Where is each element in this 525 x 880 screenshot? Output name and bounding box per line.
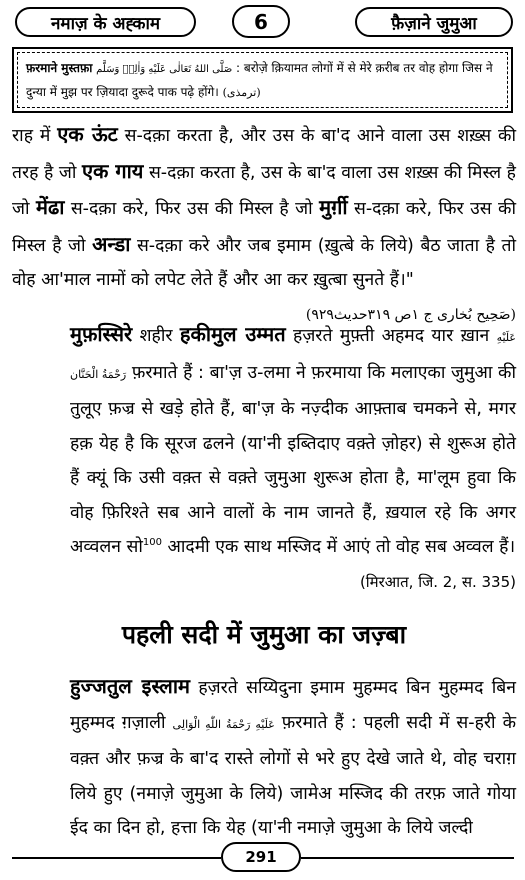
header-book-title: नमाज़ के अह्काम [15,7,196,37]
paragraph-2 [12,317,516,599]
p3-bold-1: हुज्जतुल इस्लाम [70,674,190,698]
footer-rule-left [12,857,221,859]
p3-text-2: फ़रमाते हैं : पहली सदी में स-हरी के वक़्त और फ़ज्र के बा'द रास्ते लोगों से भरे हुए देखे जाते थे, वोह चराग़ लिये हुए (नमाज़े जुमुआ के लिये) जामेअ मस्जिद की तरफ़ जाते गोया ईद का दिन हो, हत्ता कि येह (या'नी नमाज़े जुमुआ के लिये जल्दी [70,712,517,838]
p2-text-4: आदमी एक साथ मस्जिद में आएं तो वोह सब अव्वल हैं। [161,537,516,557]
header-chapter-title: फ़ैज़ाने जुमुआ [355,7,513,37]
header-chapter-number: 6 [232,5,290,38]
p2-bold-2: हकीमुल उम्मत [179,322,286,346]
p2-bold-1: मुफ़स्सिरे [70,322,133,346]
hadith-source: (ترمذی) [222,86,261,99]
section-heading: पहली सदी में जुमुआ का जज़्बा [121,620,407,649]
hadith-box [12,47,513,113]
footer-page-number: 291 [221,842,301,872]
p2-text-3: फ़रमाते हैं : बा'ज़ उ-लमा ने फ़रमाया कि मलाएका जुमुआ की तुलूए फ़ज्र से खड़े होते हैं, बा'ज़ के नज़्दीक आफ़्ताब चमकने से, मगर हक़ येह है कि सूरज ढलने (या'नी इब्तिदाए वक़्ते ज़ोहर) से शुरूअ होते हैं क्यूं कि उसी वक़्त से वक़्ते जुमुआ शुरूअ होता है, मा'लूम हुवा कि वोह फ़िरिश्ते सब आने वालों के नाम जानते हैं, ख़याल रहे कि अगर अव्वलन सो [70,362,516,557]
p1-text-5: स-दक़ा करे, फिर उस की मिस्ल है जो [12,199,516,256]
footer-rule-right [301,857,514,859]
p1-reference: (صَحِیح بُخاری ج ۱ص ۳۱۹حدیث۹۲۹) [305,306,516,323]
hadith-text: : बरोज़े क़ियामत लोगों में से मेरे क़रीब तर वोह होगा जिस ने दुन्या में मुझ पर ज़ियादा दुरूदे पाक पढ़े होंगे। [26,61,493,99]
p1-bold-ram: मेंढा [35,195,65,219]
p1-bold-camel: एक ऊंट [57,122,118,146]
p1-text-2: स-दक़ा करता है, और उस के बा'द आने वाला उस शख़्स की तरह है जो [12,126,516,183]
p1-text-1: राह में [12,126,58,146]
p2-arabic: عَلَيْهِ رَحْمَةُ الْحَنَّان [70,331,516,381]
p1-text-4: स-दक़ा करे, फिर उस की मिस्ल है जो [64,199,320,219]
p3-text-1: हज़रते सय्यिदुना इमाम मुहम्मद बिन मुहम्मद बिन मुहम्मद ग़ज़ाली [70,678,516,733]
p2-superscript: 100 [142,537,162,549]
hadith-inner [17,52,508,108]
hadith-salutation: صَلَّى اللهُ تَعَالٰى عَلَيْهِ وَاٰلِهٖ وَسَلَّم [96,64,233,75]
p1-text-6: स-दक़ा करे और जब इमाम (ख़ुत्बे के लिये) बैठ जाता है तो वोह आ'माल नामों को लपेट लेते हैं और आ कर ख़ुत्बा सुनते हैं।" [12,235,517,290]
paragraph-1 [12,117,516,332]
p2-reference: (मिरआत, जि. 2, स. 335) [359,572,516,591]
p1-bold-hen: मुर्ग़ी [319,195,348,219]
paragraph-3 [12,669,516,846]
p1-text-3: स-दक़ा करता है, उस के बा'द वाला उस शख़्स की मिस्ल है जो [12,162,516,219]
p2-text-1: शहीर [132,326,180,346]
p3-arabic: عَلَيْهِ رَحْمَةُ اللّٰهِ الْوَالِى [172,717,275,731]
p1-bold-egg: अन्डा [92,231,131,256]
p2-text-2: हज़रते मुफ़्ती अहमद यार ख़ान [285,326,497,346]
hadith-label: फ़रमाने मुस्तफ़ा [26,61,93,75]
p1-bold-cow: एक गाय [81,158,144,183]
